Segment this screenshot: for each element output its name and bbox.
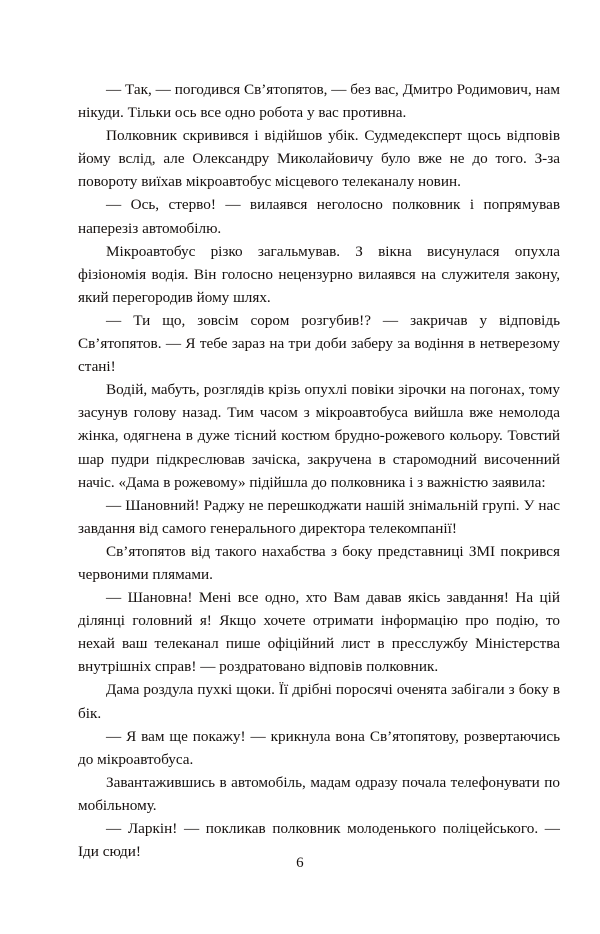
paragraph: — Шановний! Раджу не перешкоджати нашій знімальній групі. У нас завдання від самого генерального директора телекомпанії! [78, 496, 560, 537]
paragraph: — Так, — погодився Св’ятопятов, — без вас, Дмитро Родимович, нам нікуди. Тільки ось все одно робота у вас противна. [78, 81, 560, 122]
page-body-text [78, 78, 560, 863]
paragraph: — Ти що, зовсім сором розгубив!? — закричав у відповідь Св’ятопятов. — Я тебе зараз на три доби заберу за водіння в нетверезому стані! [78, 311, 560, 376]
paragraph: Мікроавтобус різко загальмував. З вікна висунулася опухла фізіономія водія. Він голосно нецензурно вилаявся на служителя закону, який перегородив йому шлях. [78, 242, 560, 306]
paragraph: Водій, мабуть, розглядів крізь опухлі повіки зірочки на погонах, тому засунув голову назад. Тим часом з мікроавтобуса вийшла вже немолода жінка, одягнена в дуже тісний костюм брудно-рожевого кольору. Товстий шар пудри підкреслював зачіска, закручена в старомодний височенний начіс. «Дама в рожевому» підійшла до полковника і з важністю заявила: [78, 381, 560, 491]
paragraph: — Я вам ще покажу! — крикнула вона Св’ятопятову, розвертаючись до мікроавтобуса. [78, 727, 560, 768]
paragraph: — Ось, стерво! — вилаявся неголосно полковник і попрямував наперезіз автомобілю. [78, 196, 560, 237]
paragraph: Завантажившись в автомобіль, мадам одразу почала телефонувати по мобільному. [78, 773, 560, 814]
paragraph: Св’ятопятов від такого нахабства з боку представниці ЗМІ покрився червоними плямами. [78, 542, 560, 583]
paragraph: Дама роздула пухкі щоки. Її дрібні поросячі оченята забігали з боку в бік. [78, 681, 560, 722]
paragraph: Полковник скривився і відійшов убік. Судмедексперт щось відповів йому вслід, але Олександру Миколайовичу було вже не до того. З-за повороту виїхав мікроавтобус місцевого телеканалу новин. [78, 127, 560, 191]
paragraph: — Шановна! Мені все одно, хто Вам давав якісь завдання! На цій ділянці головний я! Якщо хочете отримати інформацію про подію, то нехай ваш телеканал пише офіційний лист в пресслужбу Міністерства внутрішніх справ! — роздратовано відповів полковник. [78, 589, 560, 676]
paragraph: — Ларкін! — покликав полковник молоденького поліцейського. — Іди сюди! [78, 820, 560, 861]
page-number: 6 [296, 855, 304, 871]
